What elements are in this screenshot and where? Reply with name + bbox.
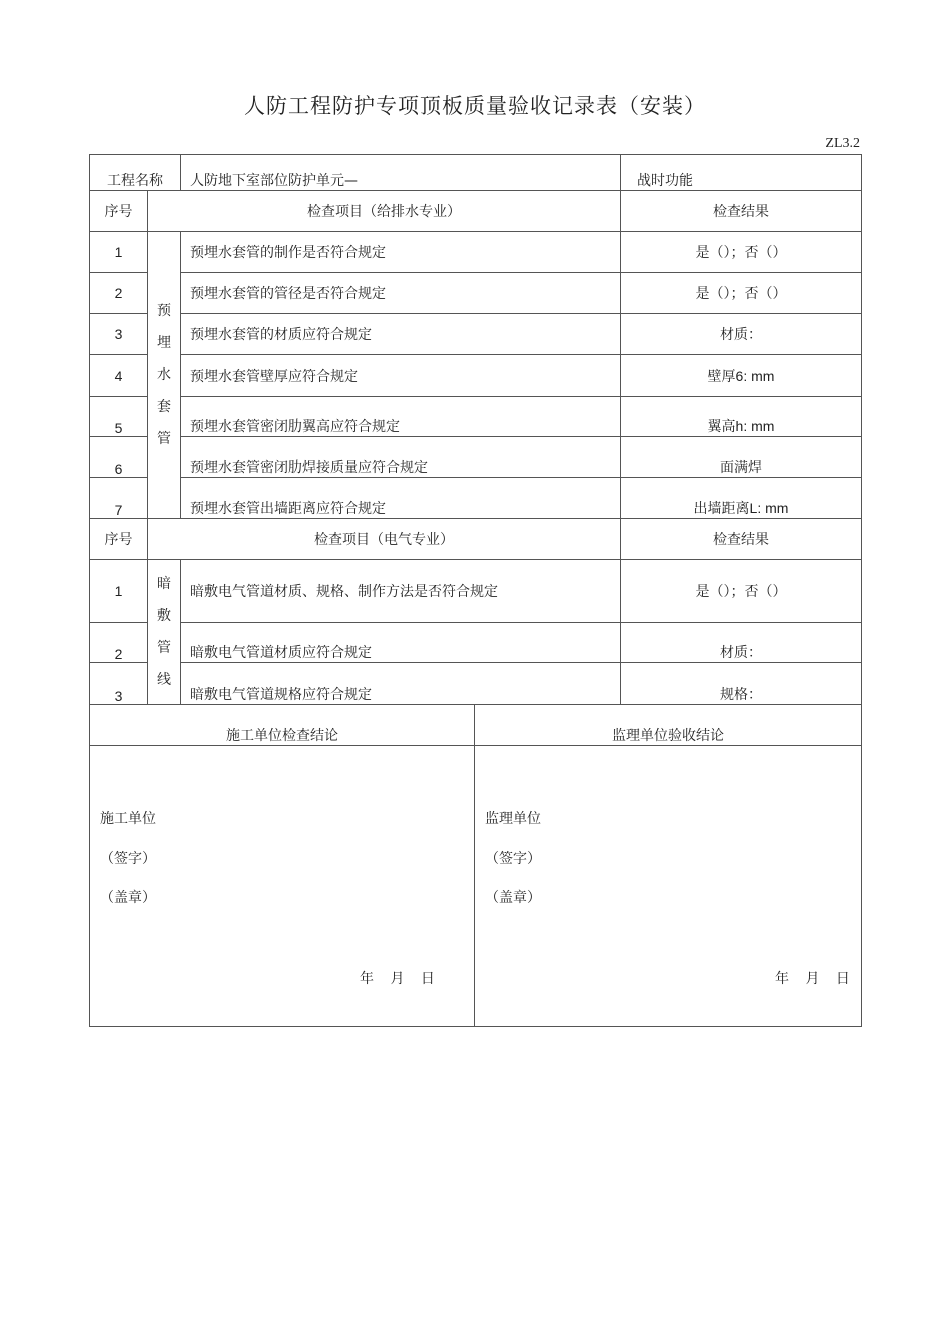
row-result: 规格： — [621, 663, 862, 705]
item-header: 检查项目（电气专业） — [148, 519, 621, 560]
row-result: 面满焊 — [621, 437, 862, 478]
group-char: 预 — [157, 303, 171, 319]
supervisor-conclusion-title: 监理单位验收结论 — [475, 705, 862, 746]
table-row — [90, 478, 862, 519]
conclusion-header-row — [90, 705, 862, 746]
row-result: 出墙距离L: mm — [621, 478, 862, 519]
group-char: 管 — [157, 640, 171, 656]
seq-header: 序号 — [90, 191, 148, 232]
group-char: 埋 — [157, 335, 171, 351]
project-label: 工程名称 — [90, 155, 181, 191]
contractor-unit-label: 施工单位 — [100, 811, 156, 827]
group-char: 套 — [157, 399, 171, 415]
group-label-conduit — [148, 560, 181, 705]
row-item: 预埋水套管的制作是否符合规定 — [181, 232, 621, 273]
row-item: 暗敷电气管道材质、规格、制作方法是否符合规定 — [181, 560, 621, 623]
group-char: 暗 — [157, 576, 171, 592]
row-result: 是（）；否（） — [621, 560, 862, 623]
row-number: 1 — [90, 560, 148, 623]
contractor-date: 年 月 日 — [360, 971, 441, 987]
project-value: 人防地下室部位防护单元— — [181, 155, 621, 191]
project-row — [90, 155, 862, 191]
row-item: 预埋水套管的管径是否符合规定 — [181, 273, 621, 314]
supervisor-signature-cell — [475, 746, 862, 1027]
group-label-pipe-sleeve — [148, 232, 181, 519]
page-title: 人防工程防护专项顶板质量验收记录表（安装） — [244, 94, 706, 118]
row-item: 预埋水套管密闭肋焊接质量应符合规定 — [181, 437, 621, 478]
supervisor-unit-label: 监理单位 — [485, 811, 541, 827]
result-header: 检查结果 — [621, 191, 862, 232]
supervisor-sign-label: （签字） — [485, 851, 541, 867]
table-row — [90, 437, 862, 478]
row-item: 暗敷电气管道规格应符合规定 — [181, 663, 621, 705]
table-row — [90, 355, 862, 397]
section2-header — [90, 519, 862, 560]
row-item: 预埋水套管出墙距离应符合规定 — [181, 478, 621, 519]
form-code: ZL3.2 — [825, 136, 860, 151]
row-number: 5 — [90, 397, 148, 437]
table-row — [90, 623, 862, 663]
table-row — [90, 560, 862, 623]
function-value: 战时功能 — [621, 155, 862, 191]
table-row — [90, 273, 862, 314]
contractor-seal-label: （盖章） — [100, 890, 156, 906]
row-number: 2 — [90, 623, 148, 663]
row-number: 2 — [90, 273, 148, 314]
row-result: 是（）；否（） — [621, 232, 862, 273]
result-header: 检查结果 — [621, 519, 862, 560]
section1-header — [90, 191, 862, 232]
row-item: 预埋水套管的材质应符合规定 — [181, 314, 621, 355]
table-row — [90, 397, 862, 437]
supervisor-date: 年 月 日 — [775, 971, 856, 987]
table-row — [90, 663, 862, 705]
row-number: 4 — [90, 355, 148, 397]
group-char: 敷 — [157, 608, 171, 624]
seq-header: 序号 — [90, 519, 148, 560]
row-number: 7 — [90, 478, 148, 519]
group-char: 水 — [157, 367, 171, 383]
row-item: 预埋水套管壁厚应符合规定 — [181, 355, 621, 397]
supervisor-seal-label: （盖章） — [485, 890, 541, 906]
row-result: 材质： — [621, 314, 862, 355]
signature-row — [90, 746, 862, 1027]
group-char: 管 — [157, 431, 171, 447]
row-number: 3 — [90, 663, 148, 705]
group-char: 线 — [157, 672, 171, 688]
inspection-table — [89, 154, 862, 1027]
row-result: 翼高h: mm — [621, 397, 862, 437]
row-result: 壁厚6: mm — [621, 355, 862, 397]
row-item: 预埋水套管密闭肋翼高应符合规定 — [181, 397, 621, 437]
row-number: 6 — [90, 437, 148, 478]
contractor-conclusion-title: 施工单位检查结论 — [90, 705, 475, 746]
item-header: 检查项目（给排水专业） — [148, 191, 621, 232]
table-row — [90, 232, 862, 273]
row-item: 暗敷电气管道材质应符合规定 — [181, 623, 621, 663]
contractor-signature-cell — [90, 746, 475, 1027]
table-row — [90, 314, 862, 355]
row-number: 1 — [90, 232, 148, 273]
row-result: 是（）；否（） — [621, 273, 862, 314]
row-number: 3 — [90, 314, 148, 355]
row-result: 材质： — [621, 623, 862, 663]
contractor-sign-label: （签字） — [100, 851, 156, 867]
